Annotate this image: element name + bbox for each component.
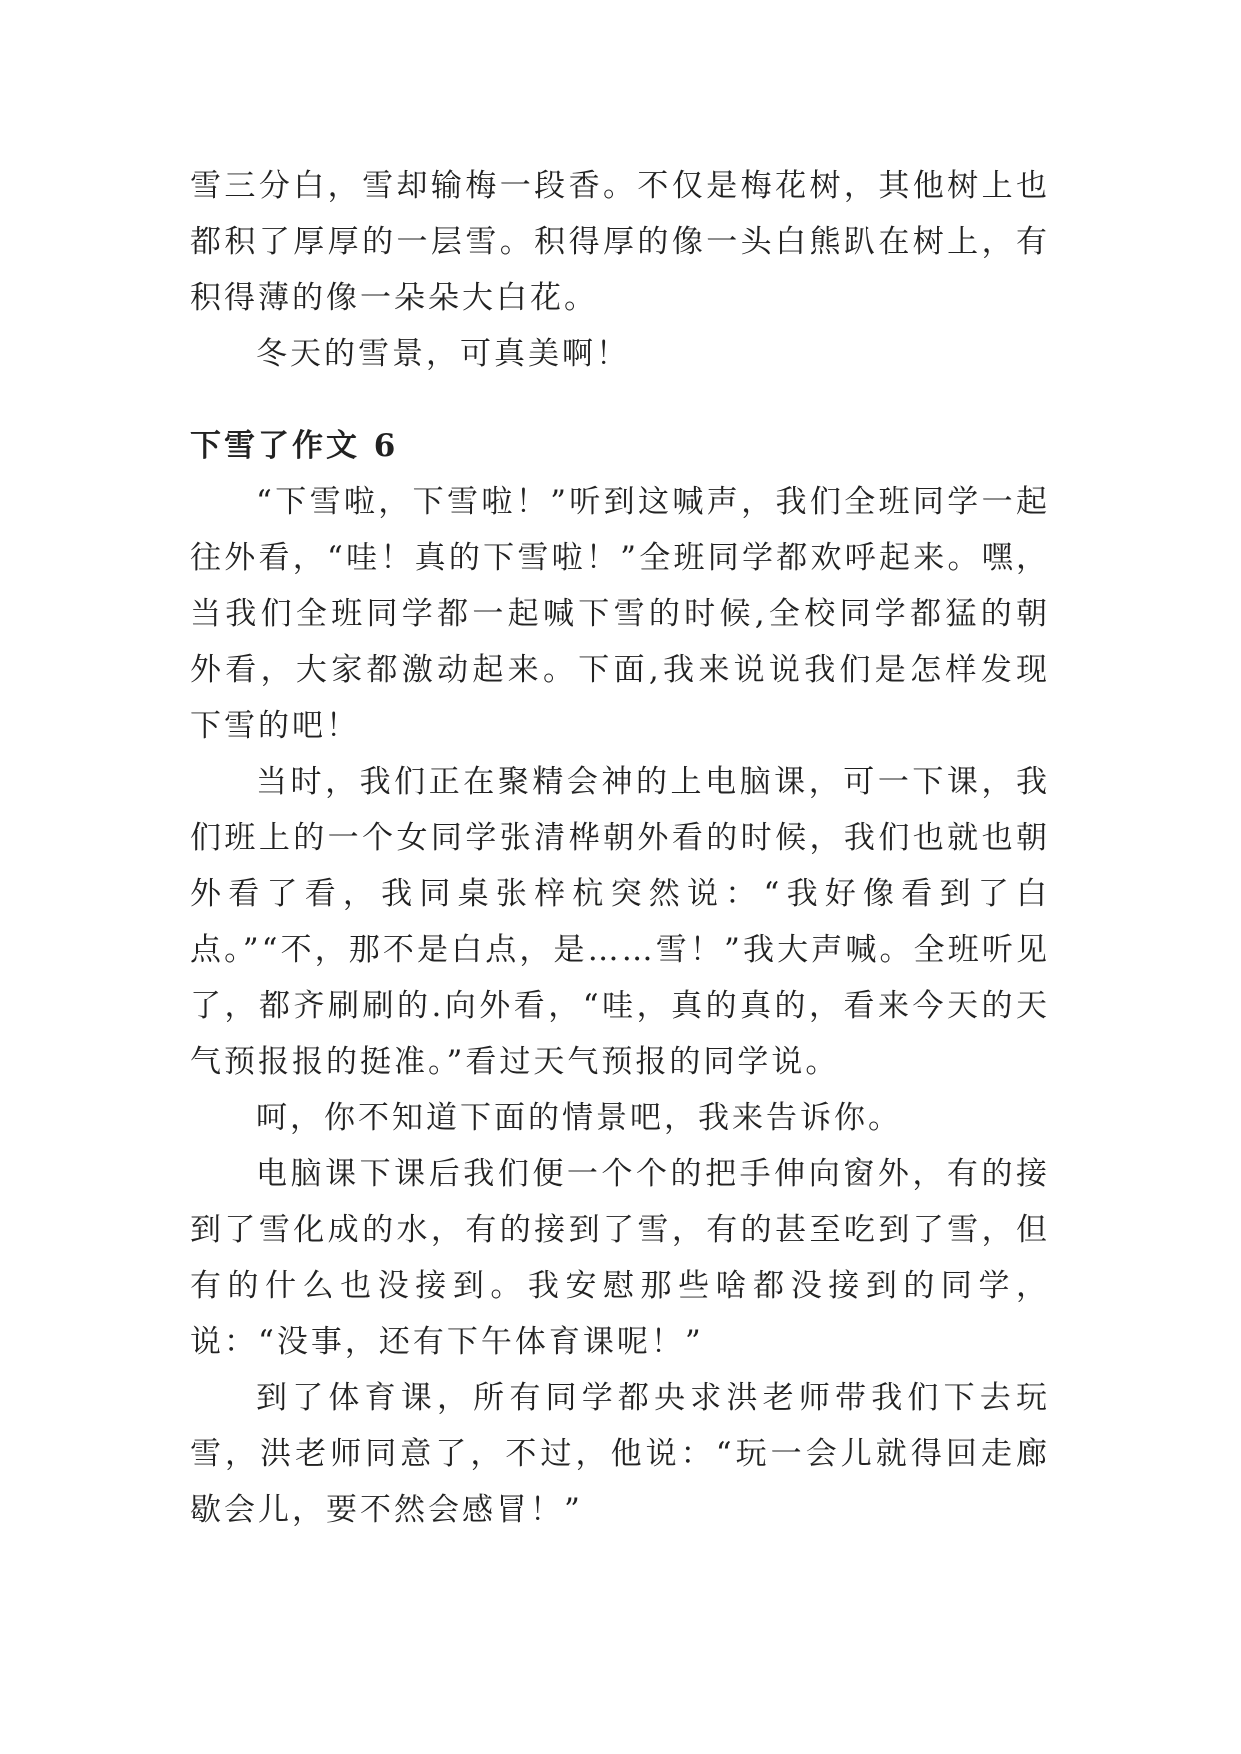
body-paragraph-2: 当时，我们正在聚精会神的上电脑课，可一下课，我们班上的一个女同学张清桦朝外看的时候，我们也就也朝外看了看，我同桌张梓杭突然说：“我好像看到了白点。”“不，那不是白点，是……雪！”我大声喊。全班听见了，都齐刷刷的.向外看，“哇，真的真的，看来今天的天气预报报的挺准。”看过天气预报的同学说。 (190, 764, 1050, 1080)
document-page (190, 158, 1050, 1538)
body-paragraph-1: “下雪啦，下雪啦！”听到这喊声，我们全班同学一起往外看，“哇！真的下雪啦！”全班同学都欢呼起来。嘿，当我们全班同学都一起喊下雪的时候,全校同学都猛的朝外看，大家都激动起来。下面,我来说说我们是怎样发现下雪的吧！ (190, 484, 1050, 744)
body-paragraph-4: 电脑课下课后我们便一个个的把手伸向窗外，有的接到了雪化成的水，有的接到了雪，有的甚至吃到了雪，但有的什么也没接到。我安慰那些啥都没接到的同学，说：“没事，还有下午体育课呢！” (190, 1156, 1050, 1360)
section-title: 下雪了作文 6 (190, 428, 399, 464)
closing-paragraph: 冬天的雪景，可真美啊！ (256, 336, 630, 372)
body-paragraph-5: 到了体育课，所有同学都央求洪老师带我们下去玩雪，洪老师同意了，不过，他说：“玩一会儿就得回走廊歇会儿，要不然会感冒！” (190, 1380, 1050, 1528)
body-paragraph-3: 呵，你不知道下面的情景吧，我来告诉你。 (256, 1100, 902, 1136)
continued-paragraph: 雪三分白，雪却输梅一段香。不仅是梅花树，其他树上也都积了厚厚的一层雪。积得厚的像一头白熊趴在树上，有积得薄的像一朵朵大白花。 (190, 168, 1050, 316)
